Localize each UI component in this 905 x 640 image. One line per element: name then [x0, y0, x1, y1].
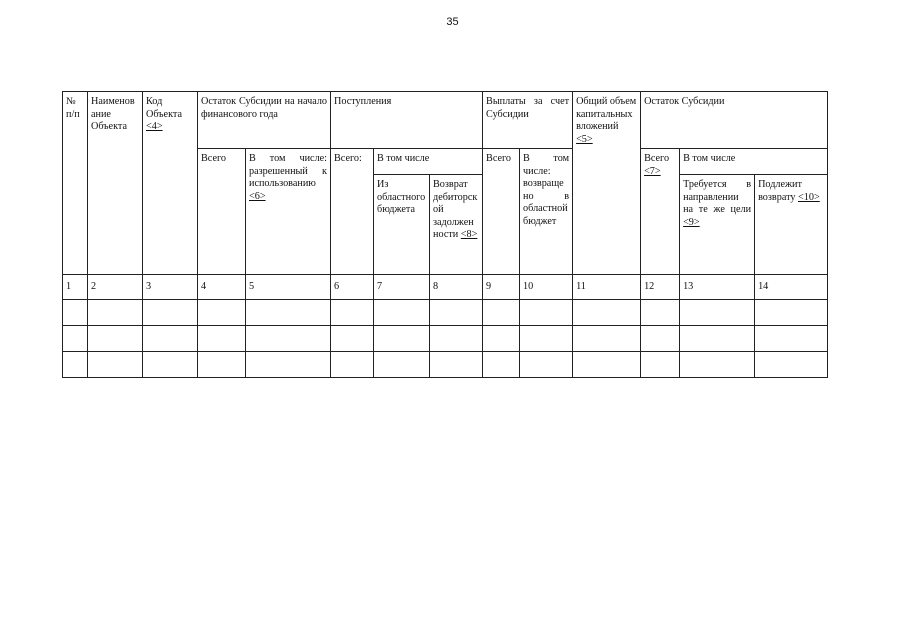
- header-balance-end: Остаток Субсидии: [641, 92, 828, 149]
- header-payments-total: Всего: [483, 149, 520, 275]
- column-number: 1: [63, 275, 88, 300]
- table-cell: [198, 352, 246, 378]
- table-cell: [374, 352, 430, 378]
- header-num: № п/п: [63, 92, 88, 275]
- table-cell: [520, 300, 573, 326]
- header-to-return-text: Подлежит возврату: [758, 179, 802, 203]
- column-number: 13: [680, 275, 755, 300]
- table-cell: [483, 326, 520, 352]
- table-cell: [63, 352, 88, 378]
- table-cell: [246, 326, 331, 352]
- table-cell: [520, 326, 573, 352]
- header-receipts: Поступления: [331, 92, 483, 149]
- column-number-row: [63, 275, 828, 300]
- table-cell: [573, 352, 641, 378]
- table-cell: [755, 300, 828, 326]
- footnote-link-6[interactable]: <6>: [249, 190, 266, 202]
- column-number: 11: [573, 275, 641, 300]
- column-number: 4: [198, 275, 246, 300]
- table-cell: [755, 326, 828, 352]
- header-needed-text: Требуется в направлении на те же цели: [683, 179, 752, 216]
- table-cell: [680, 352, 755, 378]
- table-cell: [198, 326, 246, 352]
- table-cell: [680, 326, 755, 352]
- page-number: 35: [446, 16, 459, 28]
- column-number: 12: [641, 275, 680, 300]
- header-code-text: Код Объекта: [146, 96, 182, 120]
- column-number: 3: [143, 275, 198, 300]
- table-cell: [63, 300, 88, 326]
- table-cell: [520, 352, 573, 378]
- table-cell: [246, 300, 331, 326]
- table-cell: [63, 326, 88, 352]
- column-number: 2: [88, 275, 143, 300]
- header-payments: Выплаты за счет Субсидии: [483, 92, 573, 149]
- header-total-capital-text: Общий объем капитальных вложений: [576, 96, 637, 133]
- header-balance-end-total-text: Всего: [644, 153, 670, 164]
- table-cell: [143, 300, 198, 326]
- table-cell: [331, 326, 374, 352]
- table-cell: [641, 300, 680, 326]
- table-row: [63, 326, 828, 352]
- table-cell: [198, 300, 246, 326]
- table-cell: [680, 300, 755, 326]
- footnote-link-9[interactable]: <9>: [683, 216, 700, 228]
- table-cell: [331, 300, 374, 326]
- table-cell: [331, 352, 374, 378]
- table-cell: [88, 352, 143, 378]
- footnote-link-7[interactable]: <7>: [644, 165, 661, 177]
- header-incl-returned: В том числе: возвращено в областной бюджет: [520, 149, 573, 275]
- header-debt-return-text: Возврат дебиторской задолженности: [433, 179, 478, 241]
- table-cell: [374, 300, 430, 326]
- table-cell: [430, 352, 483, 378]
- column-number: 8: [430, 275, 483, 300]
- footnote-link-10[interactable]: <10>: [798, 191, 820, 203]
- header-balance-end-total: [641, 149, 680, 275]
- table-cell: [143, 352, 198, 378]
- table-cell: [430, 326, 483, 352]
- header-code: [143, 92, 198, 275]
- header-incl-allowed-text: В том числе: разрешенный к использованию: [249, 153, 328, 190]
- table-cell: [573, 300, 641, 326]
- table-cell: [246, 352, 331, 378]
- table-cell: [430, 300, 483, 326]
- table-row: [63, 300, 828, 326]
- header-incl-allowed: [246, 149, 331, 275]
- column-number: 9: [483, 275, 520, 300]
- footnote-link-8[interactable]: <8>: [460, 229, 478, 241]
- table-cell: [641, 352, 680, 378]
- table-cell: [483, 352, 520, 378]
- header-balance-start: Остаток Субсидии на начало финансового года: [198, 92, 331, 149]
- header-balance-start-total: Всего: [198, 149, 246, 275]
- column-number: 6: [331, 275, 374, 300]
- footnote-link-5[interactable]: <5>: [576, 133, 593, 145]
- table-cell: [573, 326, 641, 352]
- subsidy-report-table: [62, 91, 828, 378]
- header-from-budget: Из областного бюджета: [374, 175, 430, 275]
- header-total-capital: [573, 92, 641, 275]
- header-needed: [680, 175, 755, 275]
- header-to-return: [755, 175, 828, 275]
- table-cell: [374, 326, 430, 352]
- footnote-link-4[interactable]: <4>: [146, 121, 163, 133]
- header-receipts-incl: В том числе: [374, 149, 483, 175]
- header-receipts-total: Всего:: [331, 149, 374, 275]
- column-number: 7: [374, 275, 430, 300]
- header-balance-end-incl: В том числе: [680, 149, 828, 175]
- table-cell: [143, 326, 198, 352]
- table-cell: [755, 352, 828, 378]
- table-cell: [483, 300, 520, 326]
- table-row: [63, 352, 828, 378]
- table-cell: [641, 326, 680, 352]
- table-cell: [88, 300, 143, 326]
- column-number: 14: [755, 275, 828, 300]
- header-name: Наименование Объекта: [88, 92, 143, 275]
- column-number: 10: [520, 275, 573, 300]
- table-cell: [88, 326, 143, 352]
- column-number: 5: [246, 275, 331, 300]
- header-debt-return: [430, 175, 483, 275]
